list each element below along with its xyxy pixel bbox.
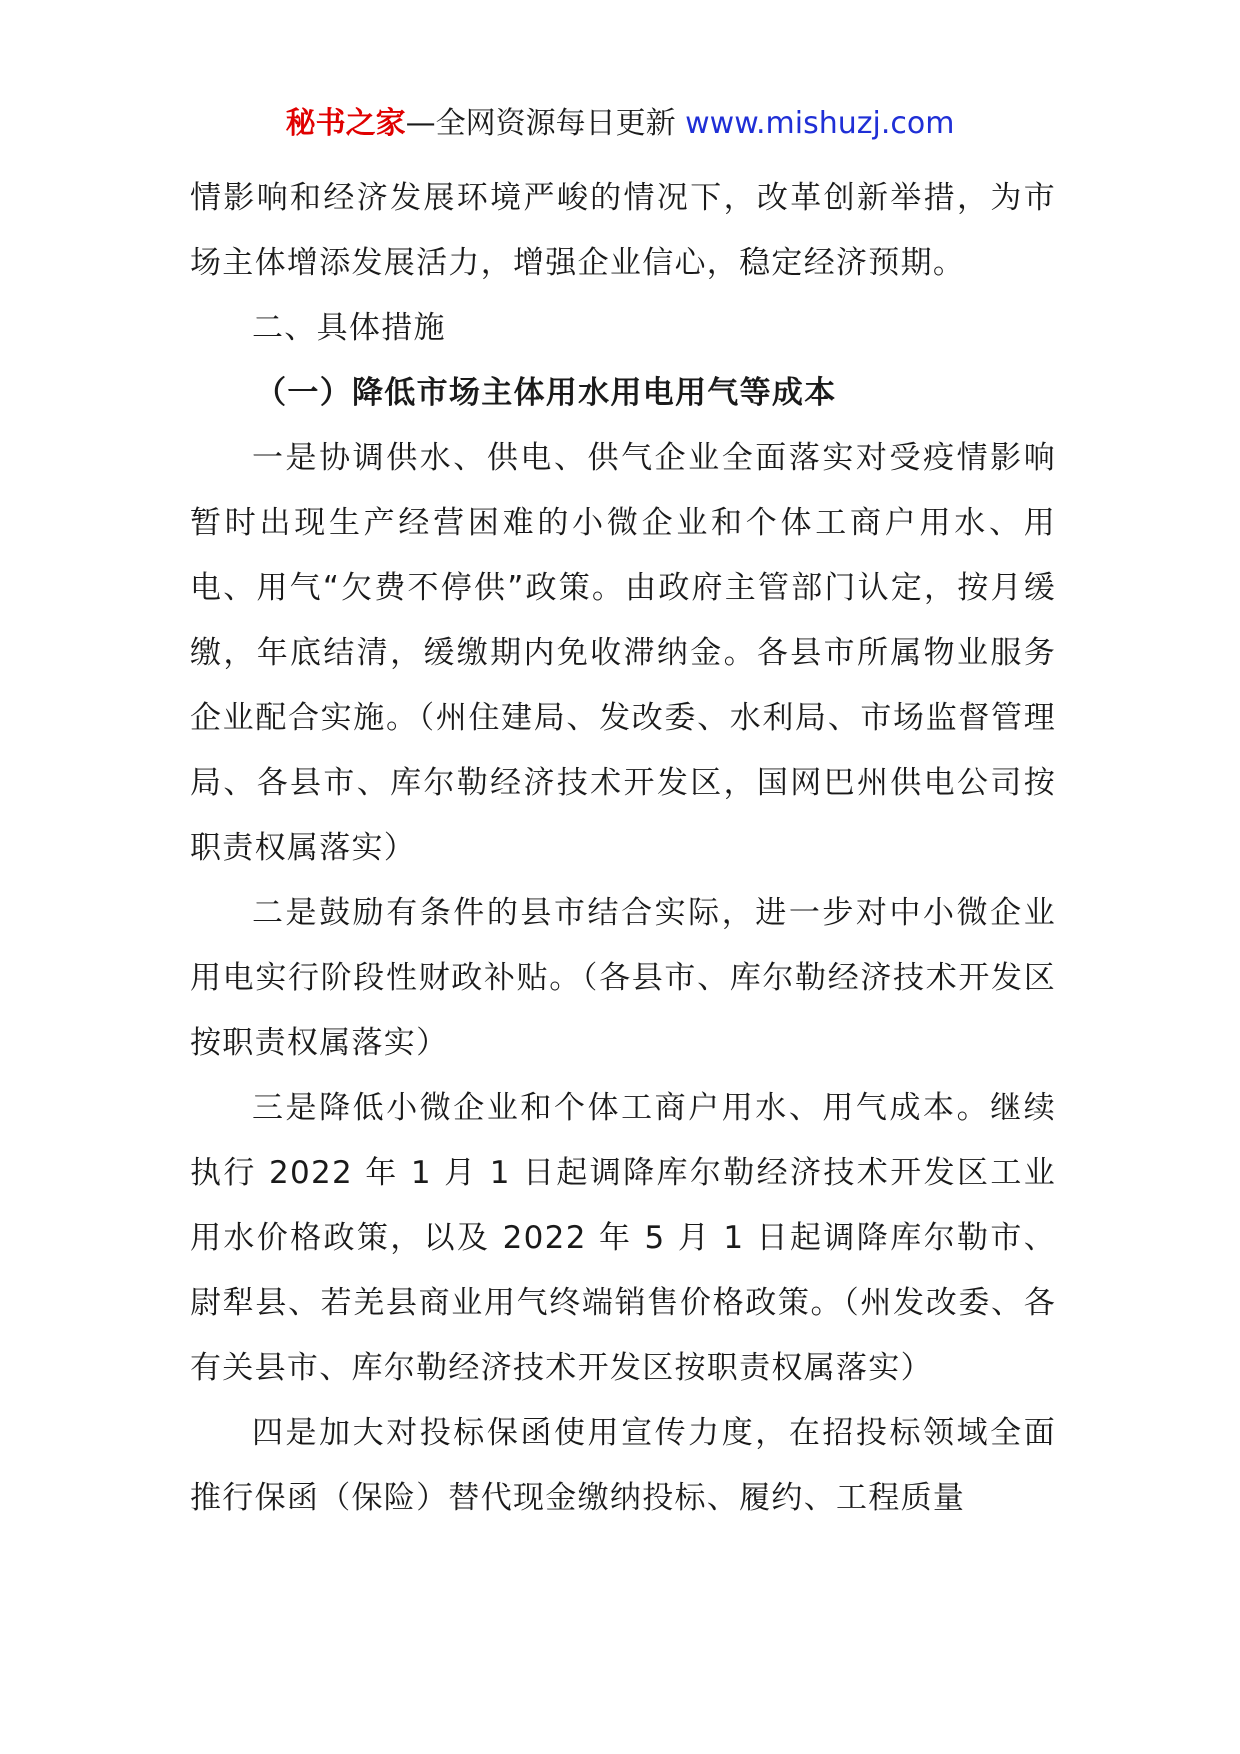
header-tagline: —全网资源每日更新 xyxy=(405,106,686,141)
paragraph: 三是降低小微企业和个体工商户用水、用气成本。继续执行 2022 年 1 月 1 日起调降库尔勒经济技术开发区工业用水价格政策，以及 2022 年 5 月 1 日起调降库尔勒市、尉犁县、若羌县商业用气终端销售价格政策。（州发改委、各有关县市、库尔勒经济技术开发区按职责权属落实） xyxy=(190,1090,1056,1386)
header-url: www.mishuzj.com xyxy=(685,106,955,141)
paragraph: 一是协调供水、供电、供气企业全面落实对受疫情影响暂时出现生产经营困难的小微企业和个体工商户用水、用电、用气“欠费不停供”政策。由政府主管部门认定，按月缓缴，年底结清，缓缴期内免收滞纳金。各县市所属物业服务企业配合实施。（州住建局、发改委、水利局、市场监督管理局、各县市、库尔勒经济技术开发区，国网巴州供电公司按职责权属落实） xyxy=(190,440,1056,866)
paragraph-continued: 情影响和经济发展环境严峻的情况下，改革创新举措，为市场主体增添发展活力，增强企业信心，稳定经济预期。 xyxy=(190,180,1056,281)
paragraph: 四是加大对投标保函使用宣传力度，在招投标领域全面推行保函（保险）替代现金缴纳投标、履约、工程质量 xyxy=(190,1415,1056,1516)
section-heading: 二、具体措施 xyxy=(252,310,446,346)
watermark-header xyxy=(0,104,1240,144)
brand-name: 秘书之家 xyxy=(285,106,406,141)
subsection-heading: （一）降低市场主体用水用电用气等成本 xyxy=(255,375,837,411)
paragraph: 二是鼓励有条件的县市结合实际，进一步对中小微企业用电实行阶段性财政补贴。（各县市、库尔勒经济技术开发区按职责权属落实） xyxy=(190,895,1056,1061)
document-body xyxy=(190,166,1056,1531)
